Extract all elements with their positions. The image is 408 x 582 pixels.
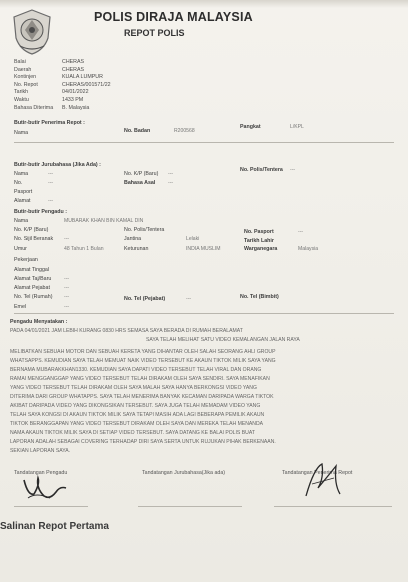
jurubahasa-no-label: No. bbox=[14, 180, 23, 186]
report-subtitle: REPOT POLIS bbox=[124, 28, 185, 38]
jurubahasa-bahasa-value: --- bbox=[168, 180, 174, 186]
jurubahasa-bahasa-label: Bahasa Asal bbox=[124, 180, 156, 186]
penerima-nama-label: Nama bbox=[14, 130, 29, 136]
pengadu-emel-label: Emel bbox=[14, 304, 27, 310]
statement-line: NAMA AKAUN TIKTOK MILIK SAYA DI SETIAP VIDEO TERSEBUT. SAYA DATANG KE BALAI POLIS BUAT bbox=[10, 430, 255, 436]
pengadu-alamat-taj-label: Alamat Taj/Baru bbox=[14, 276, 52, 282]
pengadu-sijil-value: --- bbox=[64, 236, 70, 242]
penerima-pangkat-label: Pangkat bbox=[240, 124, 261, 130]
pengadu-alamat-taj-value: --- bbox=[64, 276, 70, 282]
report-title: POLIS DIRAJA MALAYSIA bbox=[94, 10, 253, 24]
signature-line bbox=[138, 506, 242, 507]
pengadu-tel-pejabat-value: --- bbox=[186, 296, 192, 302]
jurubahasa-pasport-label: Pasport bbox=[14, 189, 33, 195]
statement-line: RAMAI MENGGANGGAP YANG VIDEO TERSEBUT TELAH DIRAKAM OLEH SAYA SENDIRI. SAYA MENAFIKAN bbox=[10, 376, 270, 382]
divider bbox=[14, 313, 394, 314]
penerima-badan-label: No. Badan bbox=[124, 128, 151, 134]
pengadu-jantina-value: Lelaki bbox=[186, 236, 200, 242]
jurubahasa-heading: Butir-butir Jurubahasa (Jika Ada) : bbox=[14, 162, 101, 168]
report-copy-footer: Salinan Repot Pertama bbox=[0, 521, 109, 532]
report-info bbox=[14, 59, 111, 112]
statement-line: LAPORAN ADALAH SEBAGAI COVERING TERHADAP DIRI SAYA SERTA UNTUK RUJUKAN PIHAK BERKENAAN. bbox=[10, 439, 276, 445]
statement-line: BERNAMA MUBARAKKHAN1330. KEMUDIAN SAYA DAPATI VIDEO TERSEBUT TELAH VIRAL DAN ORANG bbox=[10, 367, 262, 373]
pengadu-pasport-label: No. Pasport bbox=[244, 229, 274, 235]
statement-line: WHATSAPPS. KEMUDIAN SAYA TELAH MEMUAT NAIK VIDEO TERSEBUT KE AKAUN TIKTOK MILIK SAYA YANG bbox=[10, 358, 276, 364]
pengadu-sijil-label: No. Sijil Beranak bbox=[14, 236, 54, 242]
divider bbox=[14, 142, 394, 143]
info-row: Balai CHERAS bbox=[14, 59, 85, 65]
pengadu-tel-rumah-value: --- bbox=[64, 294, 70, 300]
statement-line: TIKTOK BERANGGAPAN YANG VIDEO TERSEBUT DIRAKAM OLEH SAYA DAN MEREKA TELAH MENANDA bbox=[10, 421, 264, 427]
signature-penerima-label: Tandatangan Penerima Repot bbox=[282, 470, 353, 476]
pengadu-umur-value: 48 Tahun 1 Bulan bbox=[64, 246, 104, 252]
statement-line: SAYA TELAH MELIHAT SATU VIDEO KEMALANGAN JALAN RAYA bbox=[146, 337, 300, 343]
info-row: Daerah CHERAS bbox=[14, 66, 85, 73]
pengadu-nama-value: MUBARAK KHAN BIN KAMAL DIN bbox=[64, 218, 144, 224]
pengadu-nama-label: Nama bbox=[14, 218, 29, 224]
pengadu-warga-label: Warganegara bbox=[244, 246, 278, 252]
statement-line: TELAH SAYA KONGSI DI AKAUN TIKTOK MILIK SAYA TETAPI MASIH ADA LAGI BEBERAPA PEMILIK AKAUN bbox=[10, 412, 265, 418]
statement-heading: Pengadu Menyatakan : bbox=[10, 319, 68, 325]
statement-line: YANG VIDEO TERSEBUT TELAH DIRAKAM OLEH SAYA MALAH SAYA HANYA BERKONGSI VIDEO YANG bbox=[10, 385, 257, 391]
jurubahasa-nama-value: --- bbox=[48, 171, 54, 177]
signature-line bbox=[14, 506, 88, 507]
pengadu-pasport-value: --- bbox=[298, 229, 304, 235]
penerima-pangkat-value: L/KPL bbox=[290, 124, 304, 130]
pengadu-lahir-label: Tarikh Lahir bbox=[244, 238, 274, 244]
info-row: Kontinjen KUALA LUMPUR bbox=[14, 74, 103, 81]
statement-line: DITERIMA DARI GROUP WHATAPPS. SAYA TELAH MENERIMA BANYAK KECAMAN DARIPADA WARGA TIKTOK bbox=[10, 394, 274, 400]
pengadu-umur-label: Umur bbox=[14, 246, 27, 252]
penerima-badan-value: R200568 bbox=[174, 128, 195, 134]
pengadu-kp-label: No. K/P (Baru) bbox=[14, 227, 49, 233]
jurubahasa-polis-value: --- bbox=[290, 167, 296, 173]
signature-pengadu-label: Tandatangan Pengadu bbox=[14, 470, 68, 476]
pengadu-emel-value: --- bbox=[64, 304, 70, 310]
pengadu-tel-bimbit-label: No. Tel (Bimbit) bbox=[240, 294, 279, 300]
info-row: Waktu 1433 PM bbox=[14, 96, 84, 103]
jurubahasa-alamat-value: --- bbox=[48, 198, 54, 204]
pengadu-keturunan-value: INDIA MUSLIM bbox=[186, 246, 221, 252]
pengadu-alamat-pejabat-value: --- bbox=[64, 285, 70, 291]
jurubahasa-kp-value: --- bbox=[168, 171, 174, 177]
pengadu-alamat-tinggal-label: Alamat Tinggal bbox=[14, 267, 50, 273]
polis-crest-logo bbox=[10, 8, 54, 56]
signature-jurubahasa-label: Tandatangan Jurubahasa(Jika ada) bbox=[142, 470, 226, 476]
statement-line: SEKIAN LAPORAN SAYA. bbox=[10, 448, 71, 454]
pengadu-warga-value: Malaysia bbox=[298, 246, 319, 252]
info-row: Tarikh 04/01/2022 bbox=[14, 89, 89, 96]
signature-pengadu-scribble bbox=[20, 474, 70, 502]
jurubahasa-nama-label: Nama bbox=[14, 171, 29, 177]
jurubahasa-kp-label: No. K/P (Baru) bbox=[124, 171, 159, 177]
jurubahasa-polis-label: No. Polis/Tentera bbox=[240, 167, 283, 173]
pengadu-polis-label: No. Polis/Tentera bbox=[124, 227, 165, 233]
info-row: Bahasa Diterima B. Malaysia bbox=[14, 104, 90, 111]
statement-line: AKIBAT DARIPADA VIDEO YANG DIKONGSIKAN TERSEBUT. SAYA JUGA TELAH MEMADAM VIDEO YANG bbox=[10, 403, 261, 409]
pengadu-tel-pejabat-label: No. Tel (Pejabat) bbox=[124, 296, 166, 302]
signature-line bbox=[274, 506, 392, 507]
pengadu-tel-rumah-label: No. Tel (Rumah) bbox=[14, 294, 53, 300]
signature-penerima-scribble bbox=[300, 458, 348, 502]
pengadu-keturunan-label: Keturunan bbox=[124, 246, 149, 252]
jurubahasa-no-value: --- bbox=[48, 180, 54, 186]
statement-line: PADA 04/01/2021 JAM LEBIH KURANG 0830 HRS SEMASA SAYA BERADA DI RUMAH BERALAMAT bbox=[10, 328, 243, 334]
penerima-heading: Butir-butir Penerima Repot : bbox=[14, 120, 85, 126]
pengadu-heading: Butir-butir Pengadu : bbox=[14, 209, 67, 215]
pengadu-jantina-label: Jantina bbox=[124, 236, 142, 242]
statement-line: MELIBATKAN SEBUAH MOTOR DAN SEBUAH KERETA YANG DIHANTAR OLEH SALAH SEORANG AHLI GROUP bbox=[10, 349, 276, 355]
jurubahasa-alamat-label: Alamat bbox=[14, 198, 31, 204]
pengadu-alamat-pejabat-label: Alamat Pejabat bbox=[14, 285, 50, 291]
pengadu-pekerjaan-label: Pekerjaan bbox=[14, 257, 38, 263]
info-row: No. Repot CHERAS/001571/22 bbox=[14, 81, 111, 88]
